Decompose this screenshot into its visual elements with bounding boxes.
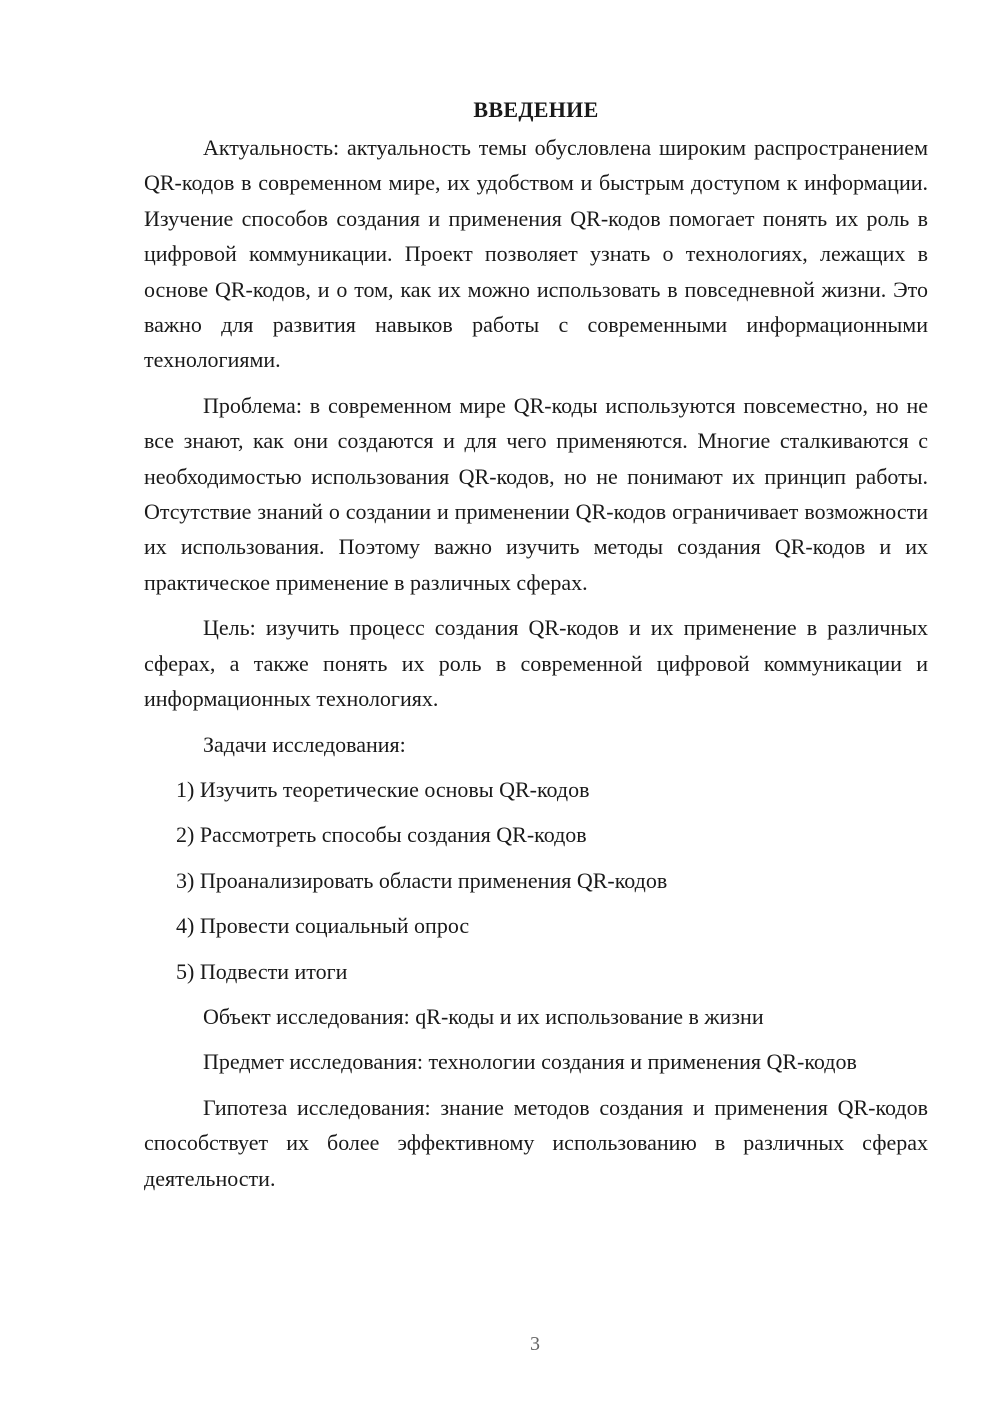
subject-paragraph: Предмет исследования: технологии создания и применения QR-кодов: [203, 1049, 857, 1075]
hypothesis-paragraph: Гипотеза исследования: знание методов создания и применения QR-кодов способствует их более эффективному использованию в различных сферах деятельности.: [144, 1094, 928, 1191]
problem-paragraph: Проблема: в современном мире QR-коды используются повсеместно, но не все знают, как они создаются и для чего применяются. Многие сталкиваются с необходимостью использования QR-кодов, но не понимают их принцип работы. Отсутствие знаний о создании и применении QR-кодов ограничивает возможности их использования. Поэтому важно изучить методы создания QR-кодов и их практическое применение в различных сферах.: [144, 392, 928, 595]
task-item: 4) Провести социальный опрос: [176, 913, 470, 939]
tasks-heading: Задачи исследования:: [203, 731, 406, 757]
tasks-list: [144, 772, 928, 989]
document-page: [144, 92, 928, 1196]
section-title: ВВЕДЕНИЕ: [473, 97, 599, 122]
goal-paragraph: Цель: изучить процесс создания QR-кодов и их применение в различных сферах, а также понять их роль в современной цифровой коммуникации и информационных технологиях.: [144, 615, 928, 712]
task-item: 5) Подвести итоги: [176, 958, 348, 984]
task-item: 2) Рассмотреть способы создания QR-кодов: [176, 822, 587, 848]
page-number: 3: [530, 1333, 540, 1355]
relevance-paragraph: Актуальность: актуальность темы обусловлена широким распространением QR-кодов в современном мире, их удобством и быстрым доступом к информации. Изучение способов создания и применения QR-кодов помогает понять их роль в цифровой коммуникации. Проект позволяет узнать о технологиях, лежащих в основе QR-кодов, и о том, как их можно использовать в повседневной жизни. Это важно для развития навыков работы с современными информационными технологиями.: [144, 135, 928, 373]
object-paragraph: Объект исследования: qR-коды и их использование в жизни: [203, 1003, 764, 1029]
task-item: 1) Изучить теоретические основы QR-кодов: [176, 776, 590, 802]
task-item: 3) Проанализировать области применения QR-кодов: [176, 867, 668, 893]
